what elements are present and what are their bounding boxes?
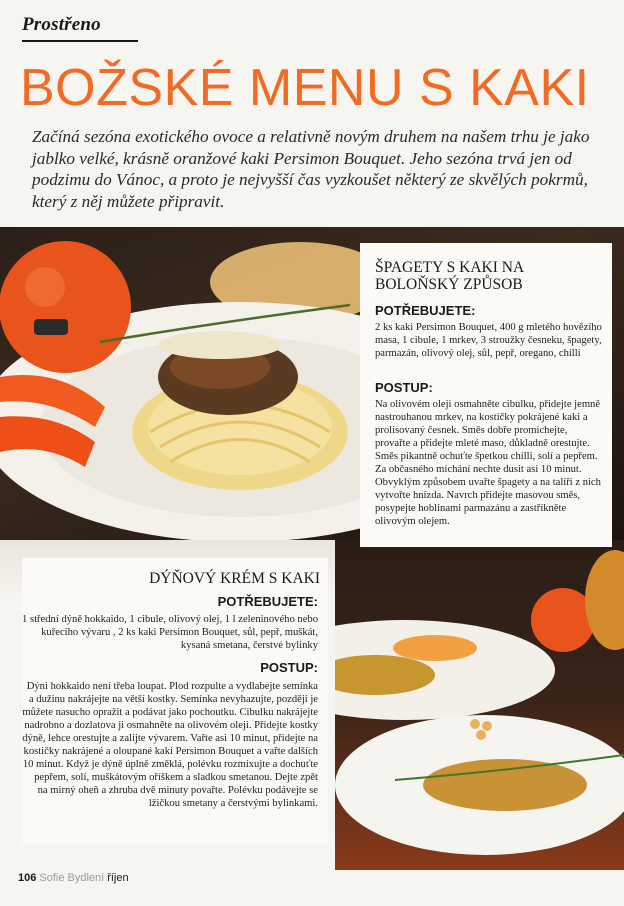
page-number: 106 xyxy=(18,872,37,884)
article-title: BOŽSKÉ MENU S KAKI xyxy=(20,59,590,117)
page-footer xyxy=(18,872,129,884)
soup-photo xyxy=(335,540,624,870)
recipe1-procedure-label: POSTUP: xyxy=(375,380,433,395)
intro-paragraph: Začíná sezóna exotického ovoce a relativně novým druhem na našem trhu je jako jablko velké, krásně oranžové kaki Persimon Bouquet. Jeho sezóna trvá jen od podzimu do Vánoc, a proto je nejvyšší čas vyzkoušet některý ze skvělých pokrmů, který z něj můžete připravit. xyxy=(32,127,590,211)
section-label: Prostřeno xyxy=(22,14,101,35)
recipe2-ingredients-label: POTŘEBUJETE: xyxy=(217,594,318,609)
recipe2-procedure: Dýni hokkaido není třeba loupat. Plod rozpulte a vydlabejte semínka a dužinu nakrájejte na větší kostky. Semínka nevyhazujte, později je můžete nasucho opražit a podávat jako pochoutku. Cibulku nakrájejte nadrobno a dozlatova ji osmahněte na olivovém oleji. Přidejte kostky dýně, lehce orestujte a zalijte vývarem. Vařte asi 10 minut, přidejte na kostičky nakrájené a oloupané kaki Persimon Bouquet a vařte dalších 10 minut. Když je dýně úplně změklá, polévku rozmixujte a dochuťte pepřem, solí, muškátovým oříškem a sladkou smetanou. Dejte zpět na mírný oheň a zhruba dvě minuty povařte. Polévku podávejte se lžičkou smetany a čerstvými bylinkami. xyxy=(22,681,318,809)
recipe2-ingredients: 1 střední dýně hokkaido, 1 cibule, olivový olej, 1 l zeleninového nebo kuřecího vývaru , 2 ks kaki Persimon Bouquet, sůl, pepř, muškát, kysaná smetana, čerstvé bylinky xyxy=(22,614,318,651)
recipe2-procedure-label: POSTUP: xyxy=(260,660,318,675)
soup-illustration xyxy=(335,540,624,870)
magazine-name: Sofie Bydlení xyxy=(39,872,105,884)
recipe1-ingredients-label: POTŘEBUJETE: xyxy=(375,303,476,318)
section-rule xyxy=(22,40,138,42)
recipe1-procedure: Na olivovém oleji osmahněte cibulku, přidejte jemně nastrouhanou mrkev, na kostičky pokrájené kaki a prolisovaný česnek. Směs dobře promíchejte, provařte a přidejte mleté maso, důkladně orestujte. Směs pikantně ochuťte špetkou chilli, solí a pepřem. Za občasného míchání nechte dusit asi 10 minut. Obvyklým způsobem uvařte špagety a na talíři z nich vytvořte hnízda. Navrch přidejte masovou směs, posypejte hoblinami parmazánu a zastříkněte olivovým olejem. xyxy=(375,399,601,527)
recipe1-title: ŠPAGETY S KAKI NA BOLOŇSKÝ ZPŮSOB xyxy=(375,259,524,293)
recipe2-title: DÝŇOVÝ KRÉM S KAKI xyxy=(149,570,320,587)
issue-month: říjen xyxy=(107,872,129,884)
recipe1-ingredients: 2 ks kaki Persimon Bouquet, 400 g mletého hovězího masa, 1 cibule, 1 mrkev, 3 stroužky česneku, špagety, parmazán, olivový olej, sůl, pepř, oregano, chilli xyxy=(375,322,602,359)
